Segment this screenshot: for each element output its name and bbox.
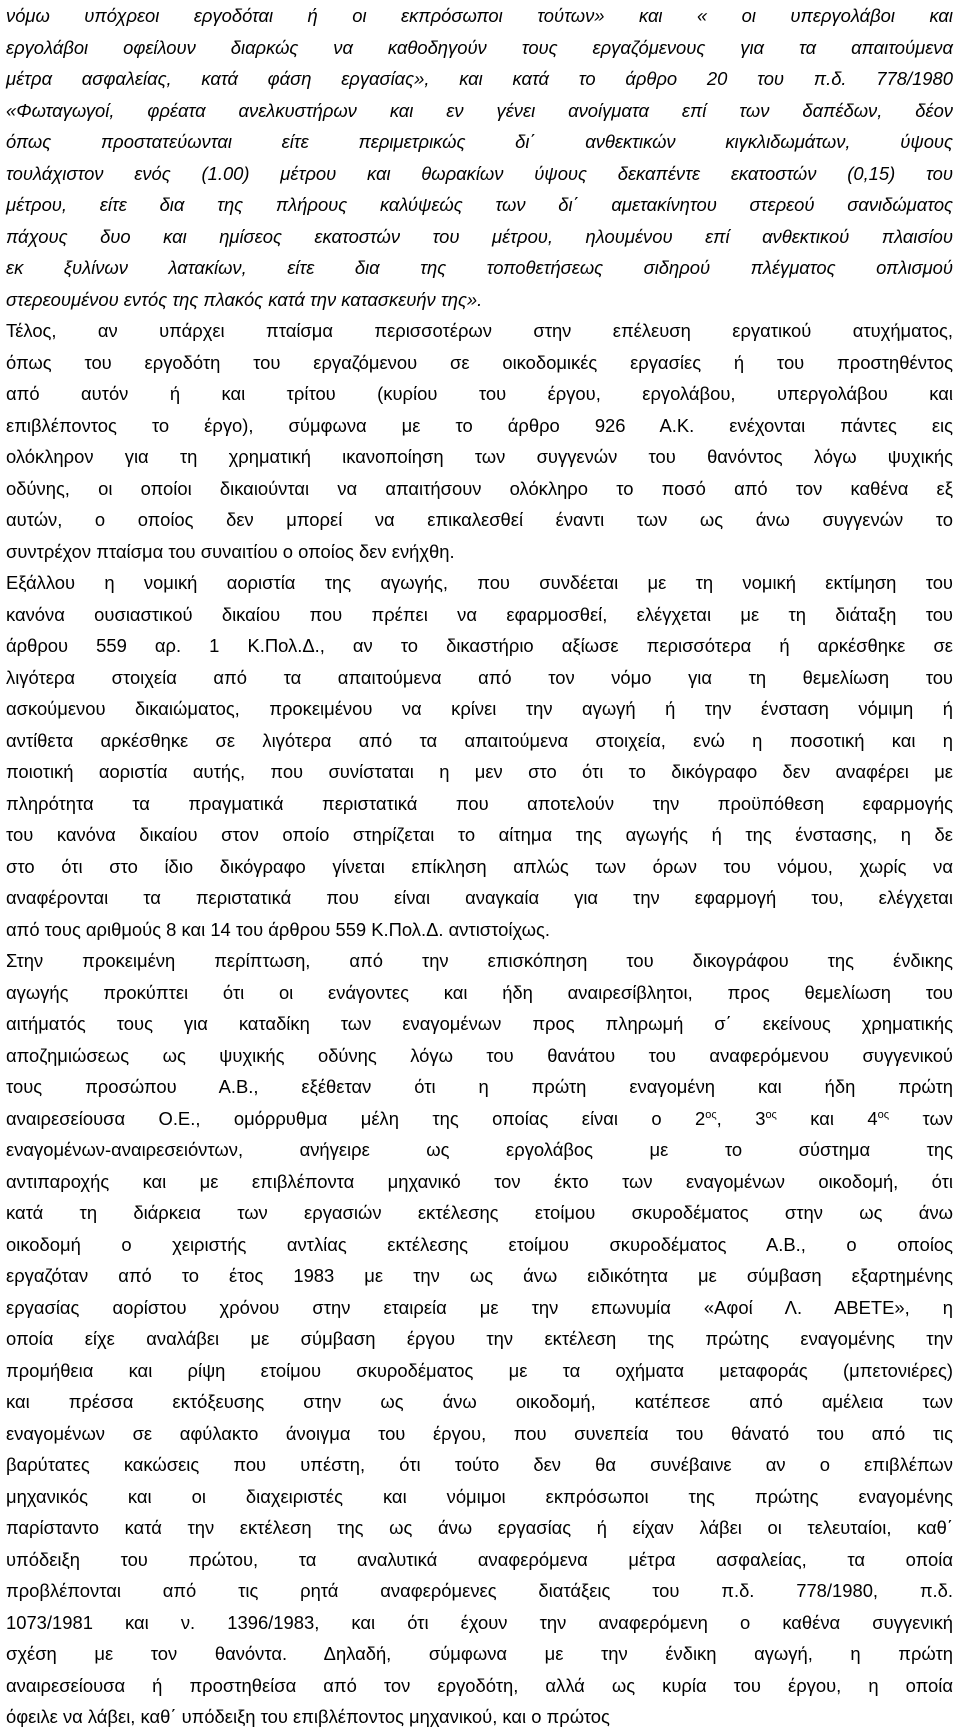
text-line: αντιπαροχής και με επιβλέποντα μηχανικό τον έκτο των εναγομένων οικοδομή, ότι <box>6 1170 953 1192</box>
text-line: όφειλε να λάβει, καθ΄ υπόδειξη του επιβλέποντος μηχανικού, και ο πρώτος <box>6 1706 610 1727</box>
text-line: πάχους δυο και ημίσεος εκατοστών του μέτρου, ηλουμένου επί ανθεκτικού πλαισίου <box>6 225 953 247</box>
text-line: προβλέπονται από τις ρητά αναφερόμενες διατάξεις του π.δ. 778/1980, π.δ. <box>6 1580 953 1601</box>
text-line: οδύνης, οι οποίοι δικαιούνται να απαιτήσουν ολόκληρο το ποσό από τον καθένα εξ <box>6 477 953 499</box>
document-page <box>6 0 953 1733</box>
paragraph <box>6 945 953 1733</box>
text-line: αγωγής προκύπτει ότι οι ενάγοντες και ήδη αναιρεσίβλητοι, προς θεμελίωση του <box>6 981 953 1003</box>
text-line: από τους αριθμούς 8 και 14 του άρθρου 559 Κ.Πολ.Δ. αντιστοίχως. <box>6 918 550 940</box>
text-line: και πρέσσα εκτόξευσης στην ως άνω οικοδομή, κατέπεσε από αμέλεια των <box>6 1391 953 1412</box>
text-line: του κανόνα δικαίου στον οποίο στηρίζεται το αίτημα της αγωγής ή της ένστασης, η δε <box>6 824 953 845</box>
text-fragment: και 4 <box>776 1107 878 1129</box>
text-line: εκ ξυλίνων λατακίων, είτε δια της τοποθετήσεως σιδηρού πλέγματος οπλισμού <box>6 257 953 278</box>
text-line: ποιοτική αοριστία αυτής, που συνίσταται η μεν στο ότι το δικόγραφο δεν αναφέρει με <box>6 761 953 782</box>
text-line: προμήθεια και ρίψη ετοίμου σκυροδέματος με τα οχήματα μεταφοράς (μπετονιέρες) <box>6 1359 953 1381</box>
text-line: οικοδομή ο χειριστής αντλίας εκτέλεσης ετοίμου σκυροδέματος Α.Β., ο οποίος <box>6 1233 953 1255</box>
text-line: σχέση με τον θανόντα. Δηλαδή, σύμφωνα με την ένδικη αγωγή, η πρώτη <box>6 1643 953 1664</box>
ordinal-superscript: ος <box>877 1108 890 1121</box>
text-fragment: των <box>889 1107 954 1129</box>
text-line: εναγομένων σε αφύλακτο άνοιγμα του έργου, που συνεπεία του θάνατό του από τις <box>6 1422 953 1444</box>
paragraph <box>6 0 953 315</box>
text-line: αποζημιώσεως ως ψυχικής οδύνης λόγω του θανάτου του αναφερόμενου συγγενικού <box>6 1044 953 1066</box>
text-line: αναιρεσείουσα ή προστηθείσα από τον εργοδότη, αλλά ως κυρία του έργου, η οποία <box>6 1674 953 1696</box>
text-line: αναφέρονται τα περιστατικά που είναι αναγκαία για την εφαρμογή του, ελέγχεται <box>6 887 953 908</box>
text-line: επιβλέποντος το έργο), σύμφωνα με το άρθρο 926 Α.Κ. ενέχονται πάντες εις <box>6 414 953 436</box>
text-line: εναγομένων-αναιρεσειόντων, ανήγειρε ως εργολάβος με το σύστημα της <box>6 1139 953 1160</box>
text-line: όπως του εργοδότη του εργαζόμενου σε οικοδομικές εργασίες ή του προστηθέντος <box>6 351 953 373</box>
text-line: εργασίας αορίστου χρόνου στην εταιρεία με την επωνυμία «Αφοί Λ. ΑΒΕΤΕ», η <box>6 1296 953 1318</box>
text-line: Στην προκειμένη περίπτωση, από την επισκόπηση του δικογράφου της ένδικης <box>6 950 953 971</box>
text-line: αντίθετα αρκέσθηκε σε λιγότερα από τα απαιτούμενα στοιχεία, ενώ η ποσοτική και η <box>6 729 953 751</box>
text-line: ασκούμενου δικαιώματος, προκειμένου να κρίνει την αγωγή ή την ένσταση νόμιμη ή <box>6 698 953 719</box>
text-fragment: αναιρεσείουσα Ο.Ε., ομόρρυθμα μέλη της οποίας είναι ο 2 <box>6 1107 706 1129</box>
text-line: μέτρα ασφαλείας, κατά φάση εργασίας», και κατά το άρθρο 20 του π.δ. 778/1980 <box>6 68 953 89</box>
text-line: τουλάχιστον ενός (1.00) μέτρου και θωρακίων ύψους δεκαπέντε εκατοστών (0,15) του <box>6 162 953 184</box>
text-line: μηχανικός και οι διαχειριστές και νόμιμοι εκπρόσωποι της πρώτης εναγομένης <box>6 1485 953 1507</box>
text-line: εργαζόταν από το έτος 1983 με την ως άνω ειδικότητα με σύμβαση εξαρτημένης <box>6 1265 953 1286</box>
text-line: κατά τη διάρκεια των εργασιών εκτέλεσης ετοίμου σκυροδέματος στην ως άνω <box>6 1202 953 1223</box>
text-line: συντρέχον πταίσμα του συναιτίου ο οποίος δεν ενήχθη. <box>6 540 455 562</box>
text-line: πληρότητα τα πραγματικά περιστατικά που αποτελούν την προϋπόθεση εφαρμογής <box>6 792 953 814</box>
text-line <box>6 1103 953 1135</box>
ordinal-superscript: ος <box>765 1108 777 1121</box>
ordinal-superscript: ος <box>705 1108 717 1121</box>
text-line: λιγότερα στοιχεία από τα απαιτούμενα από τον νόμο για τη θεμελίωση του <box>6 666 953 688</box>
paragraph <box>6 315 953 567</box>
text-line: Εξάλλου η νομική αοριστία της αγωγής, που συνδέεται με τη νομική εκτίμηση του <box>6 572 953 593</box>
text-line: οποία είχε αναλάβει με σύμβαση έργου την εκτέλεση της πρώτης εναγομένης την <box>6 1328 953 1349</box>
text-line: εργολάβοι οφείλουν διαρκώς να καθοδηγούν τους εργαζόμενους για τα απαιτούμενα <box>6 36 953 58</box>
text-line: άρθρου 559 αρ. 1 Κ.Πολ.Δ., αν το δικαστήριο αξίωσε περισσότερα ή αρκέσθηκε σε <box>6 635 953 656</box>
text-line: από αυτόν ή και τρίτου (κυρίου του έργου, εργολάβου, υπεργολάβου και <box>6 383 953 404</box>
text-line: στερεουμένου εντός της πλακός κατά την κατασκευήν της». <box>6 288 483 310</box>
text-line: μέτρου, είτε δια της πλήρους καλύψεώς των δι΄ αμετακίνητου στερεού σανιδώματος <box>6 194 953 215</box>
text-line: αυτών, ο οποίος δεν μπορεί να επικαλεσθεί έναντι των ως άνω συγγενών το <box>6 509 953 530</box>
text-line: ολόκληρον για τη χρηματική ικανοποίηση των συγγενών του θανόντος λόγω ψυχικής <box>6 446 953 467</box>
text-line: Τέλος, αν υπάρχει πταίσμα περισσοτέρων στην επέλευση εργατικού ατυχήματος, <box>6 320 953 341</box>
text-line: στο ότι στο ίδιο δικόγραφο γίνεται επίκληση απλώς των όρων του νόμου, χωρίς να <box>6 855 953 877</box>
text-line: βαρύτατες κακώσεις που υπέστη, ότι τούτο δεν θα συνέβαινε αν ο επιβλέπων <box>6 1454 953 1475</box>
text-line: υπόδειξη του πρώτου, τα αναλυτικά αναφερόμενα μέτρα ασφαλείας, τα οποία <box>6 1548 953 1570</box>
text-line: κανόνα ουσιαστικού δικαίου που πρέπει να εφαρμοσθεί, ελέγχεται με τη διάταξη του <box>6 603 953 625</box>
text-line: «Φωταγωγοί, φρέατα ανελκυστήρων και εν γένει ανοίγματα επί των δαπέδων, δέον <box>6 99 953 121</box>
text-line: τους προσώπου Α.Β., εξέθεταν ότι η πρώτη εναγομένη και ήδη πρώτη <box>6 1076 953 1097</box>
text-line: παρίσταντο κατά την εκτέλεση της ως άνω εργασίας ή είχαν λάβει οι τελευταίοι, καθ΄ <box>6 1517 953 1538</box>
text-line: 1073/1981 και ν. 1396/1983, και ότι έχουν την αναφερόμενη ο καθένα συγγενική <box>6 1611 953 1633</box>
text-line: νόμω υπόχρεοι εργοδόται ή οι εκπρόσωποι τούτων» και « οι υπεργολάβοι και <box>6 5 953 26</box>
text-fragment: , 3 <box>716 1107 766 1129</box>
text-line: όπως προστατεύωνται είτε περιμετρικώς δι΄ ανθεκτικών κιγκλιδωμάτων, ύψους <box>6 131 953 152</box>
text-line: αιτήματός τους για καταδίκη των εναγομένων προς πληρωμή σ΄ εκείνους χρηματικής <box>6 1013 953 1034</box>
paragraph <box>6 567 953 945</box>
